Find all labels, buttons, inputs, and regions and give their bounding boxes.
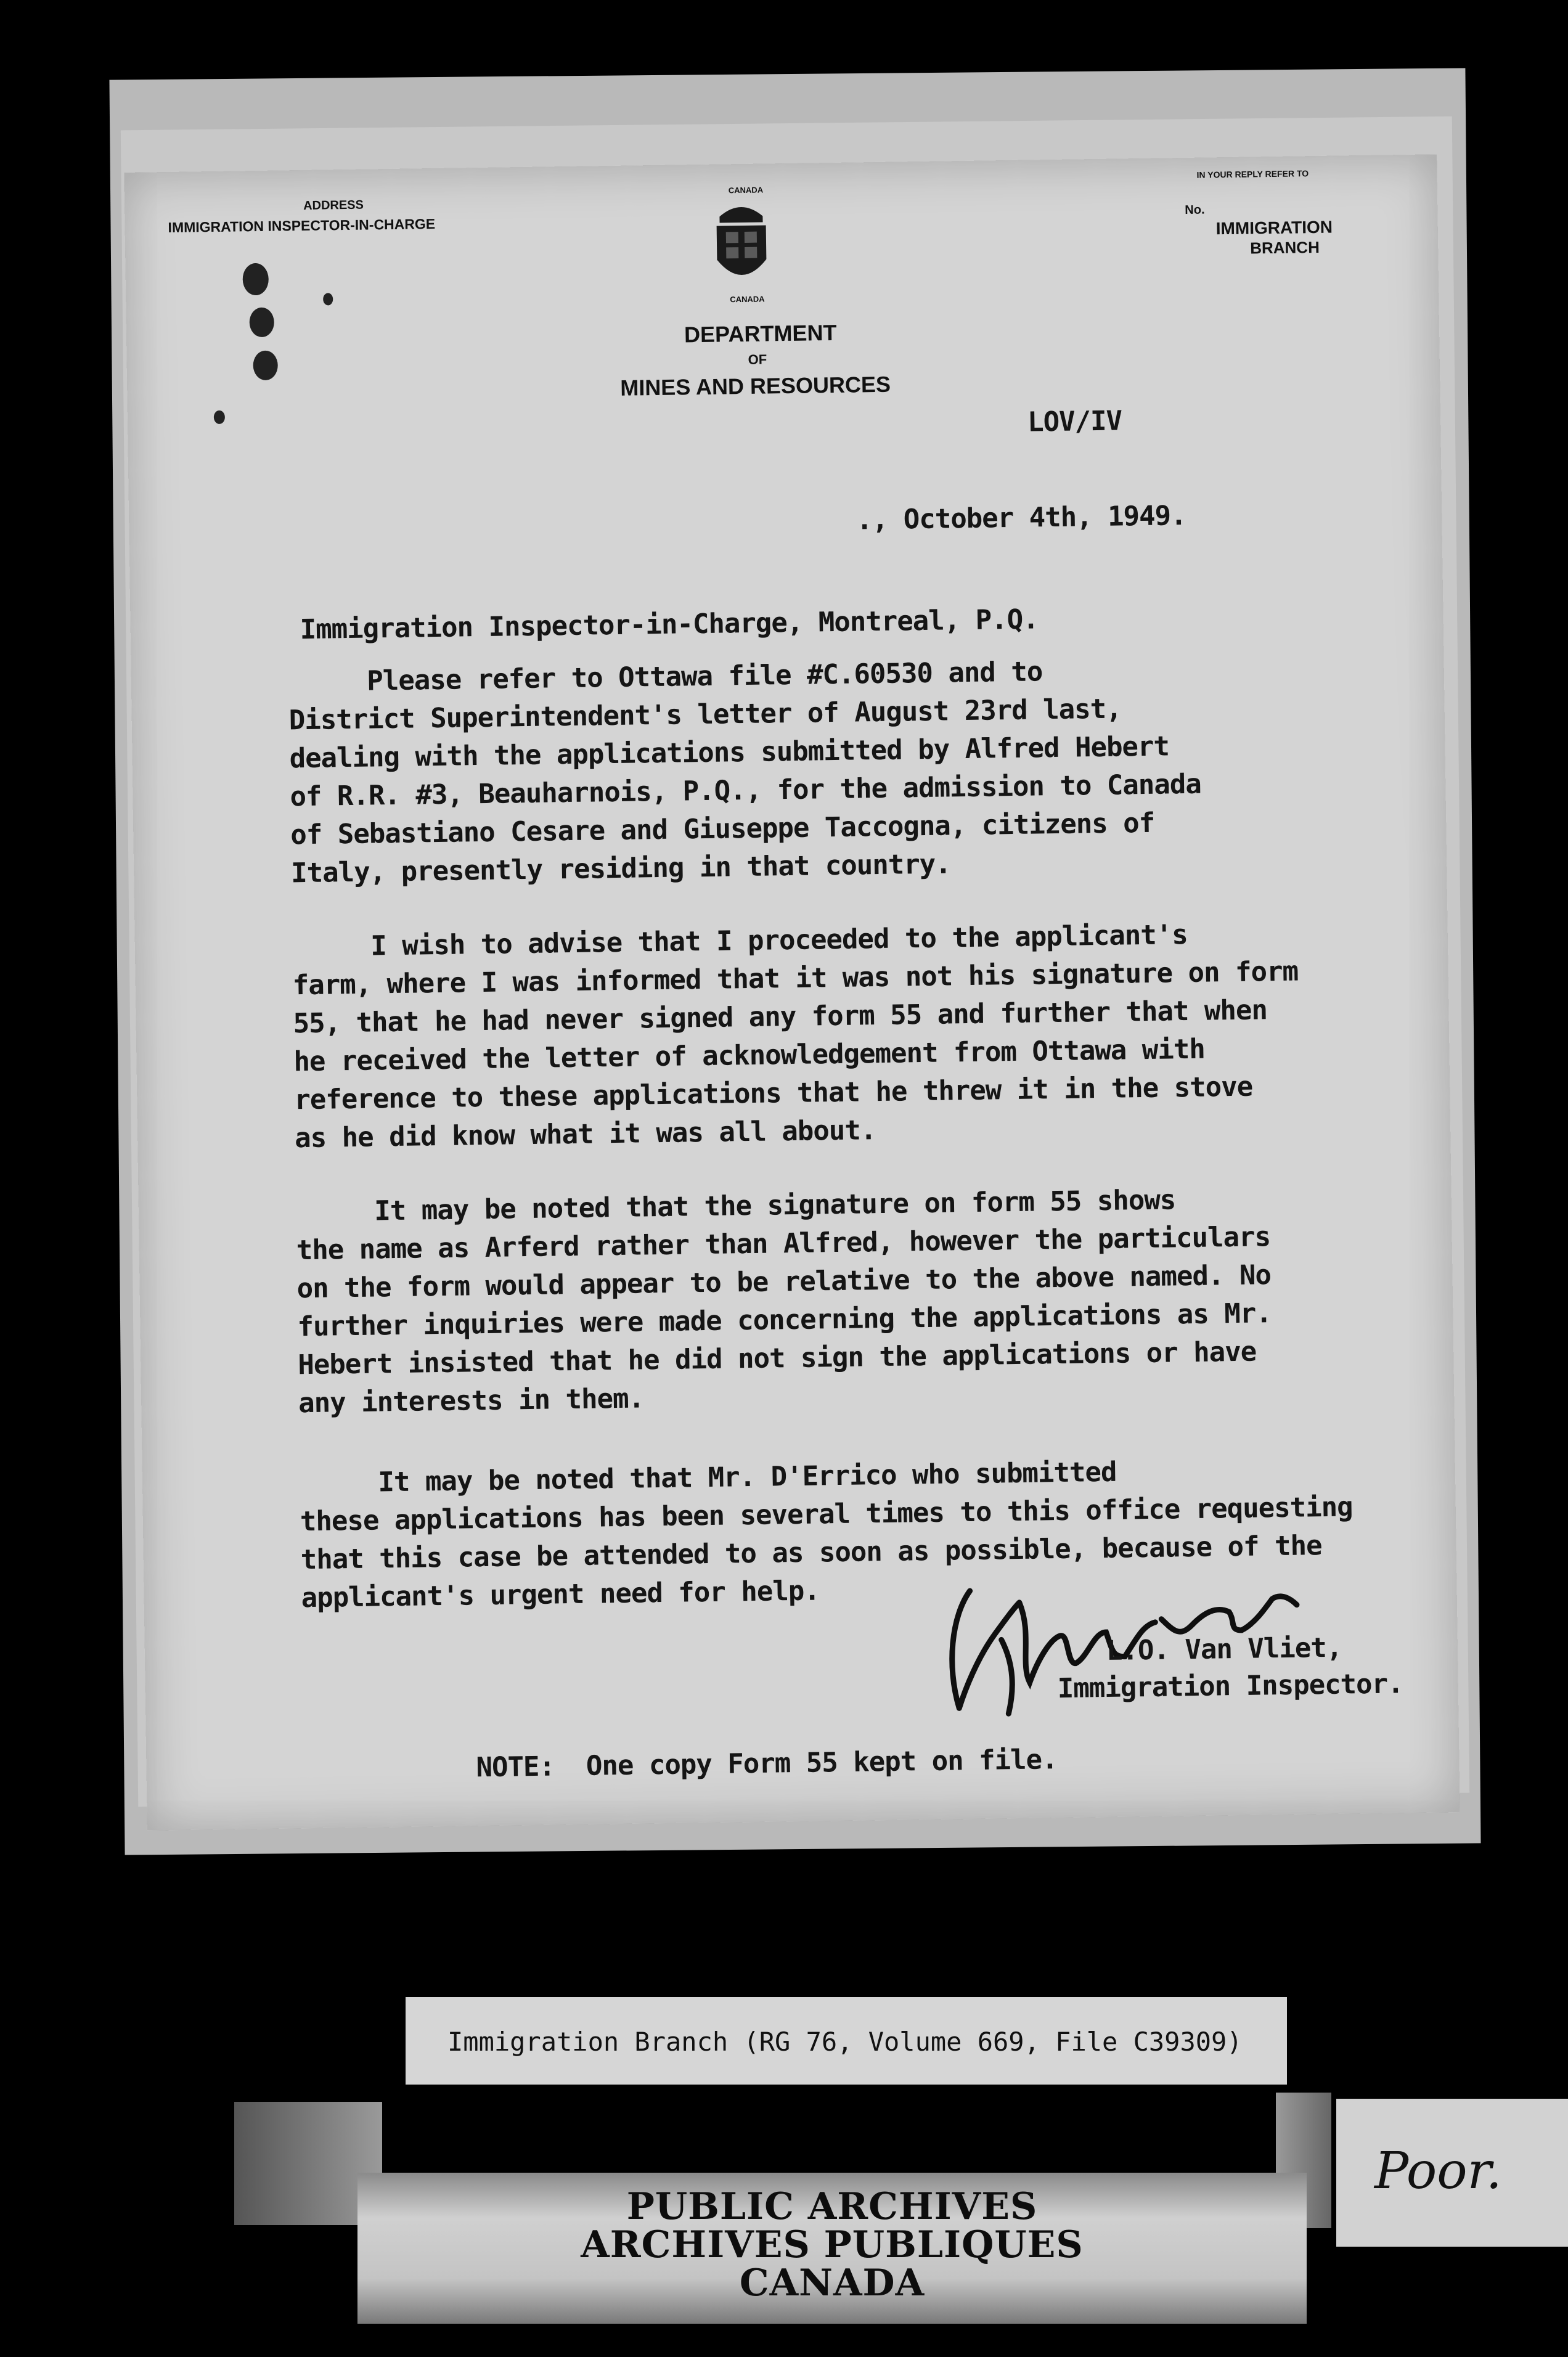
no-label: No. bbox=[1185, 203, 1205, 217]
paragraph-line: reference to these applications that he threw it in the stove bbox=[294, 1071, 1253, 1116]
paragraph-line: of Sebastiano Cesare and Giuseppe Taccogna, citizens of bbox=[290, 807, 1155, 851]
paragraph-line: dealing with the applications submitted by Alfred Hebert bbox=[289, 730, 1170, 775]
address-label: ADDRESS bbox=[303, 198, 364, 213]
archive-reference: Immigration Branch (RG 76, Volume 669, File C39309) bbox=[447, 2027, 1243, 2057]
coat-of-arms-icon bbox=[707, 197, 776, 291]
paragraph-line: the name as Arferd rather than Alfred, however the particulars bbox=[296, 1221, 1271, 1267]
crest-caption-bottom: CANADA bbox=[730, 294, 765, 304]
stamp-line3: CANADA bbox=[739, 2261, 925, 2305]
file-note: NOTE: One copy Form 55 kept on file. bbox=[476, 1744, 1058, 1784]
department-line2: OF bbox=[748, 351, 767, 367]
paragraph-line: any interests in them. bbox=[298, 1383, 645, 1420]
paragraph-line: It may be noted that the signature on form 55 shows bbox=[295, 1184, 1176, 1228]
reply-label: IN YOUR REPLY REFER TO bbox=[1196, 168, 1309, 180]
ink-stain bbox=[242, 263, 269, 296]
signatory-title: Immigration Inspector. bbox=[1057, 1668, 1403, 1705]
department-line1: DEPARTMENT bbox=[684, 319, 837, 348]
letter-date: ., October 4th, 1949. bbox=[855, 499, 1186, 536]
branch-line1: IMMIGRATION bbox=[1215, 217, 1333, 239]
paragraph-line: I wish to advise that I proceeded to the applicant's bbox=[292, 919, 1188, 963]
condition-note-card bbox=[1336, 2099, 1568, 2247]
paragraph-line: on the form would appear to be relative to the above named. No bbox=[296, 1259, 1272, 1305]
paragraph-line: Please refer to Ottawa file #C.60530 and to bbox=[288, 656, 1043, 698]
letter-sheet bbox=[124, 154, 1460, 1830]
ink-stain bbox=[323, 293, 333, 305]
archives-stamp bbox=[357, 2173, 1307, 2324]
paragraph-1 bbox=[288, 651, 1202, 893]
archive-label-card bbox=[406, 1997, 1287, 2085]
paragraph-line: these applications has been several times to this office requesting bbox=[300, 1491, 1353, 1538]
paragraph-2 bbox=[292, 915, 1300, 1158]
department-line3: MINES AND RESOURCES bbox=[619, 371, 891, 401]
stamp-line1: PUBLIC ARCHIVES bbox=[626, 2185, 1038, 2228]
paragraph-line: of R.R. #3, Beauharnois, P.Q., for the admission to Canada bbox=[290, 768, 1202, 813]
condition-note: Poor. bbox=[1374, 2142, 1502, 2200]
paragraph-line: as he did know what it was all about. bbox=[294, 1114, 876, 1154]
paragraph-line: that this case be attended to as soon as possible, because of the bbox=[300, 1530, 1322, 1576]
ink-stain bbox=[249, 308, 274, 338]
paragraph-line: Italy, presently residing in that country. bbox=[290, 848, 952, 889]
addressee: Immigration Inspector-in-Charge, Montreal, P.Q. bbox=[300, 603, 1039, 646]
paragraph-line: applicant's urgent need for help. bbox=[301, 1575, 820, 1614]
stamp-line2: ARCHIVES PUBLIQUES bbox=[581, 2223, 1084, 2266]
address-line: IMMIGRATION INSPECTOR-IN-CHARGE bbox=[168, 215, 436, 236]
ink-stain bbox=[214, 411, 225, 424]
paragraph-line: District Superintendent's letter of August 23rd last, bbox=[288, 693, 1122, 737]
paragraph-3 bbox=[295, 1180, 1272, 1423]
signatory-name: L.O. Van Vliet, bbox=[1106, 1632, 1342, 1667]
paragraph-line: It may be noted that Mr. D'Errico who submitted bbox=[299, 1456, 1117, 1500]
paragraph-line: 55, that he had never signed any form 55 and further that when bbox=[293, 994, 1268, 1040]
branch-line2: BRANCH bbox=[1250, 237, 1320, 258]
crest-caption-top: CANADA bbox=[728, 185, 764, 195]
paragraph-line: he received the letter of acknowledgement from Ottawa with bbox=[293, 1033, 1206, 1078]
paragraph-line: further inquiries were made concerning the applications as Mr. bbox=[297, 1297, 1272, 1343]
paragraph-line: Hebert insisted that he did not sign the applications or have bbox=[298, 1336, 1257, 1381]
ink-stain bbox=[253, 351, 278, 381]
paragraph-line: farm, where I was informed that it was not his signature on form bbox=[292, 955, 1299, 1002]
reference-code: LOV/IV bbox=[1027, 405, 1122, 438]
